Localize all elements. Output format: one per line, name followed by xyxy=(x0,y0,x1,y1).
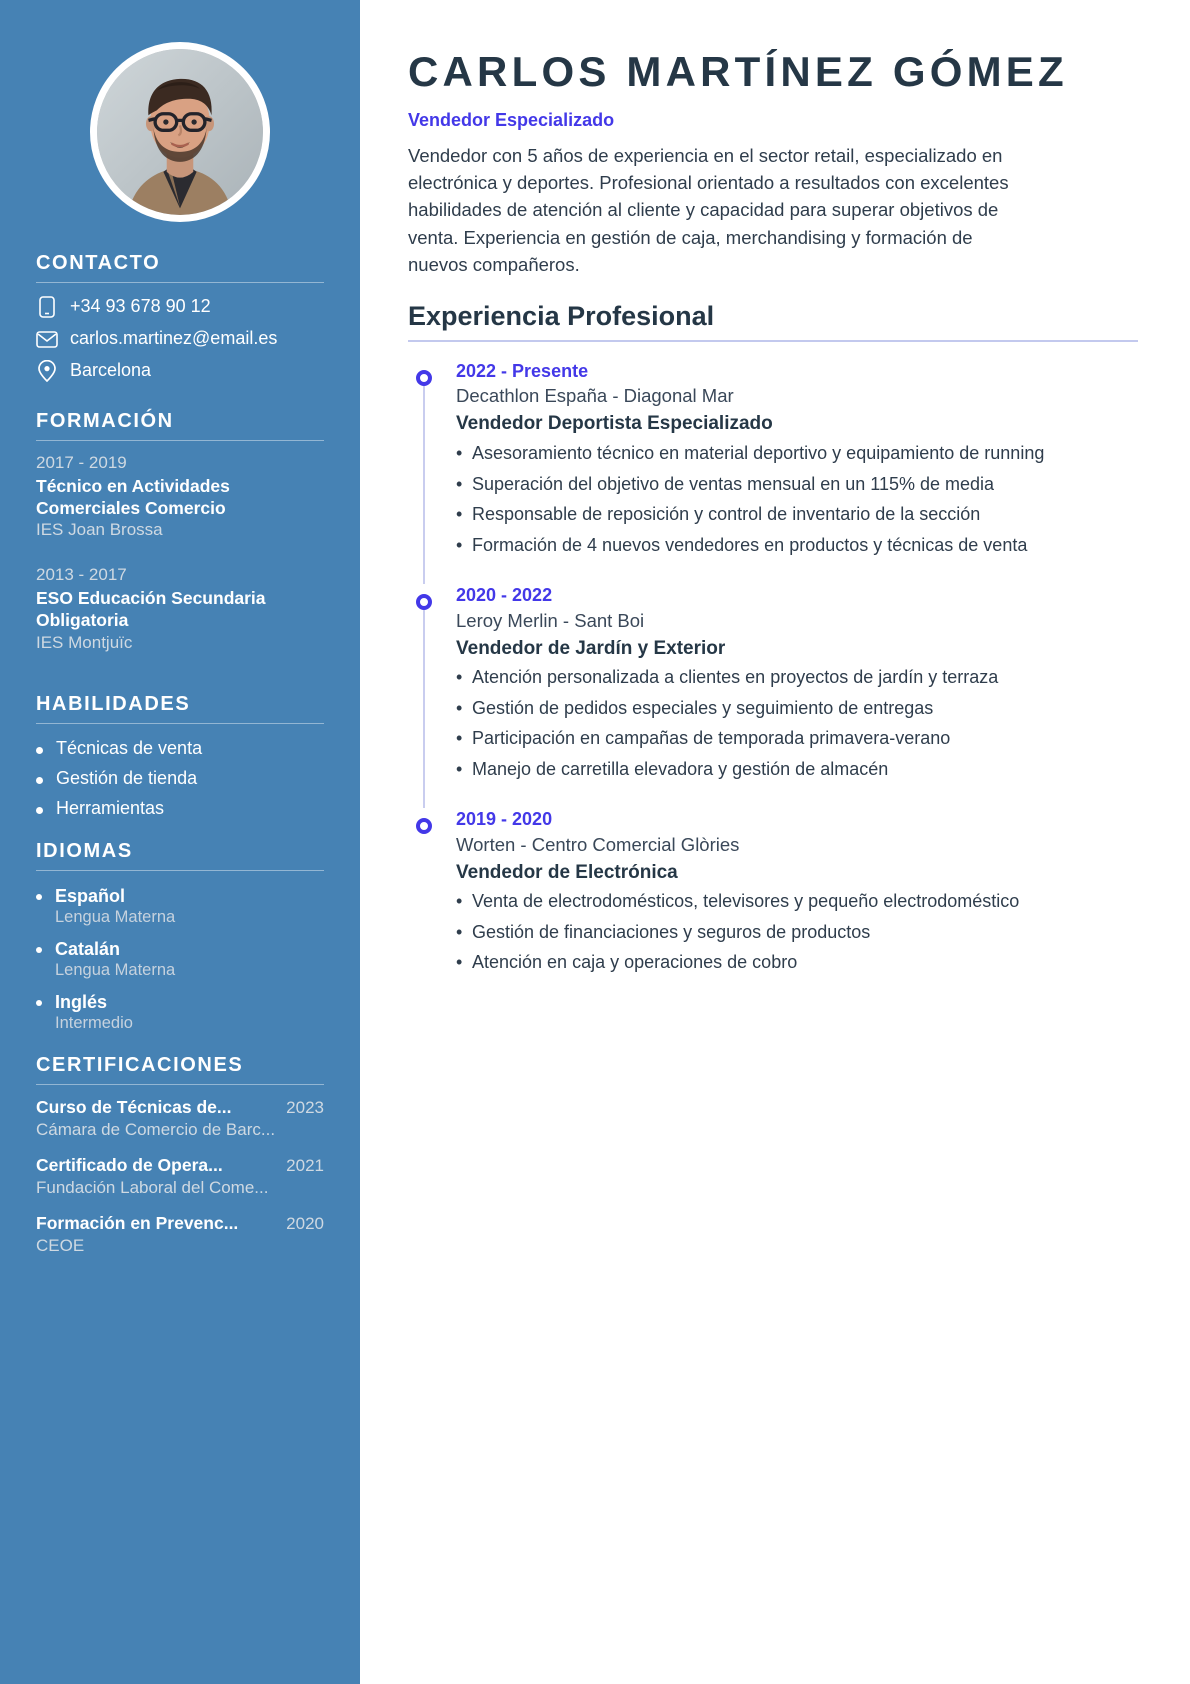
certifications-heading: CERTIFICACIONES xyxy=(36,1054,324,1085)
education-dates: 2013 - 2017 xyxy=(36,565,127,585)
experience-bullets xyxy=(456,665,1138,782)
experience-company: Worten - Centro Comercial Glòries xyxy=(456,833,740,855)
contact-list xyxy=(36,296,324,382)
professional-summary: Vendedor con 5 años de experiencia en el sector retail, especializado en electrónica y deportes. Profesional orientado a resultados con excelentes habilidades de atención al cliente y capacidad para superar objetivos de venta. Experiencia en gestión de caja, merchandising y formación de nuevos compañeros. xyxy=(408,145,1009,275)
certification-item xyxy=(36,1154,324,1200)
language-name: Inglés xyxy=(55,991,108,1012)
experience-bullet: • Formación de 4 nuevos vendedores en productos y técnicas de venta xyxy=(456,533,1096,559)
experience-dates: 2020 - 2022 xyxy=(456,585,553,606)
experience-bullet: • Asesoramiento técnico en material deportivo y equipamiento de running xyxy=(456,441,1096,467)
timeline-line xyxy=(423,600,425,808)
contact-email[interactable] xyxy=(36,328,324,350)
job-title-subheading: Vendedor Especializado xyxy=(408,110,615,131)
language-level: Lengua Materna xyxy=(55,961,176,980)
contact-phone-value: +34 93 678 90 12 xyxy=(70,296,211,317)
language-name: Catalán xyxy=(55,938,121,959)
skills-list xyxy=(36,738,324,819)
location-icon xyxy=(36,360,58,382)
certification-issuer: CEOE xyxy=(36,1235,85,1255)
certification-issuer: Cámara de Comercio de Barc... xyxy=(36,1120,276,1140)
education-dates: 2017 - 2019 xyxy=(36,453,127,472)
page-title: CARLOS MARTÍNEZ GÓMEZ xyxy=(408,48,1068,95)
language-item xyxy=(36,938,324,982)
certification-year: 2023 xyxy=(286,1098,324,1118)
profile-photo-illustration xyxy=(97,49,263,215)
skills-section xyxy=(0,693,360,819)
bullet-dot-icon xyxy=(36,747,43,754)
skill-item xyxy=(36,738,324,759)
sidebar xyxy=(0,0,360,1684)
education-section xyxy=(0,410,360,655)
language-name: Español xyxy=(55,885,126,906)
experience-role: Vendedor de Electrónica xyxy=(456,861,678,883)
experience-bullet: • Atención en caja y operaciones de cobro xyxy=(456,950,1096,976)
bullet-dot-icon xyxy=(36,807,43,814)
experience-company: Leroy Merlin - Sant Boi xyxy=(456,609,645,631)
skill-item xyxy=(36,798,324,819)
experience-company: Decathlon España - Diagonal Mar xyxy=(456,385,734,407)
contact-location[interactable] xyxy=(36,360,324,382)
contact-section xyxy=(0,252,360,382)
bullet-dot-icon xyxy=(36,894,42,900)
experience-entry xyxy=(408,808,1138,976)
timeline-marker-icon xyxy=(416,818,432,834)
avatar-container xyxy=(0,0,360,222)
experience-role: Vendedor Deportista Especializado xyxy=(456,413,773,435)
education-degree: ESO Educación Secundaria Obligatoria xyxy=(36,588,266,631)
languages-section xyxy=(0,840,360,1035)
education-item xyxy=(36,564,324,654)
experience-entry xyxy=(408,360,1138,558)
contact-heading: CONTACTO xyxy=(36,252,324,283)
languages-heading: IDIOMAS xyxy=(36,840,324,871)
skill-item xyxy=(36,768,324,789)
certifications-section xyxy=(0,1054,360,1257)
experience-bullet: • Responsable de reposición y control de inventario de la sección xyxy=(456,502,1096,528)
certification-item xyxy=(36,1212,324,1258)
bullet-dot-icon xyxy=(36,777,43,784)
certification-item xyxy=(36,1096,324,1142)
timeline-marker-icon xyxy=(416,370,432,386)
experience-role: Vendedor de Jardín y Exterior xyxy=(456,637,726,659)
certification-year: 2020 xyxy=(286,1213,324,1233)
email-icon xyxy=(36,328,58,350)
experience-bullet: • Atención personalizada a clientes en proyectos de jardín y terraza xyxy=(456,665,1096,691)
skill-label: Gestión de tienda xyxy=(56,767,198,788)
education-school: IES Montjuïc xyxy=(36,632,133,652)
experience-dates: 2019 - 2020 xyxy=(456,809,553,830)
bullet-dot-icon xyxy=(36,947,42,953)
languages-list xyxy=(36,885,324,1035)
timeline-line xyxy=(423,376,425,584)
contact-email-value: carlos.martinez@email.es xyxy=(70,328,278,349)
experience-timeline xyxy=(408,360,1138,976)
experience-bullet: • Superación del objetivo de ventas mensual en un 115% de media xyxy=(456,472,1096,498)
certification-year: 2021 xyxy=(286,1156,324,1176)
language-item xyxy=(36,885,324,929)
contact-phone[interactable] xyxy=(36,296,324,318)
experience-bullets xyxy=(456,889,1138,976)
certification-name: Curso de Técnicas de... xyxy=(36,1097,232,1118)
language-level: Lengua Materna xyxy=(55,908,176,927)
experience-entry xyxy=(408,584,1138,782)
certifications-list xyxy=(36,1096,324,1257)
timeline-marker-icon xyxy=(416,594,432,610)
education-heading: FORMACIÓN xyxy=(36,410,324,441)
skills-heading: HABILIDADES xyxy=(36,693,324,724)
experience-heading: Experiencia Profesional xyxy=(408,301,1138,342)
language-item xyxy=(36,991,324,1035)
certification-issuer: Fundación Laboral del Come... xyxy=(36,1177,269,1197)
language-level: Intermedio xyxy=(55,1014,133,1032)
education-school: IES Joan Brossa xyxy=(36,520,163,540)
skill-label: Técnicas de venta xyxy=(56,737,203,758)
education-list xyxy=(36,452,324,655)
experience-bullet: • Gestión de financiaciones y seguros de productos xyxy=(456,920,1096,946)
certification-name: Formación en Prevenc... xyxy=(36,1212,239,1233)
skill-label: Herramientas xyxy=(56,797,165,818)
experience-bullet: • Participación en campañas de temporada primavera-verano xyxy=(456,726,1096,752)
main-content xyxy=(360,0,1190,1684)
experience-bullets xyxy=(456,441,1138,558)
bullet-dot-icon xyxy=(36,1000,42,1006)
experience-bullet: • Venta de electrodomésticos, televisores y pequeño electrodoméstico xyxy=(456,889,1096,915)
education-item xyxy=(36,452,324,542)
phone-icon xyxy=(36,296,58,318)
certification-name: Certificado de Opera... xyxy=(36,1155,223,1176)
education-degree: Técnico en Actividades Comerciales Comercio xyxy=(36,475,230,519)
contact-location-value: Barcelona xyxy=(70,360,152,381)
avatar xyxy=(90,42,270,222)
experience-bullet: • Gestión de pedidos especiales y seguimiento de entregas xyxy=(456,696,1096,722)
experience-bullet: • Manejo de carretilla elevadora y gestión de almacén xyxy=(456,757,1096,783)
experience-dates: 2022 - Presente xyxy=(456,360,589,381)
